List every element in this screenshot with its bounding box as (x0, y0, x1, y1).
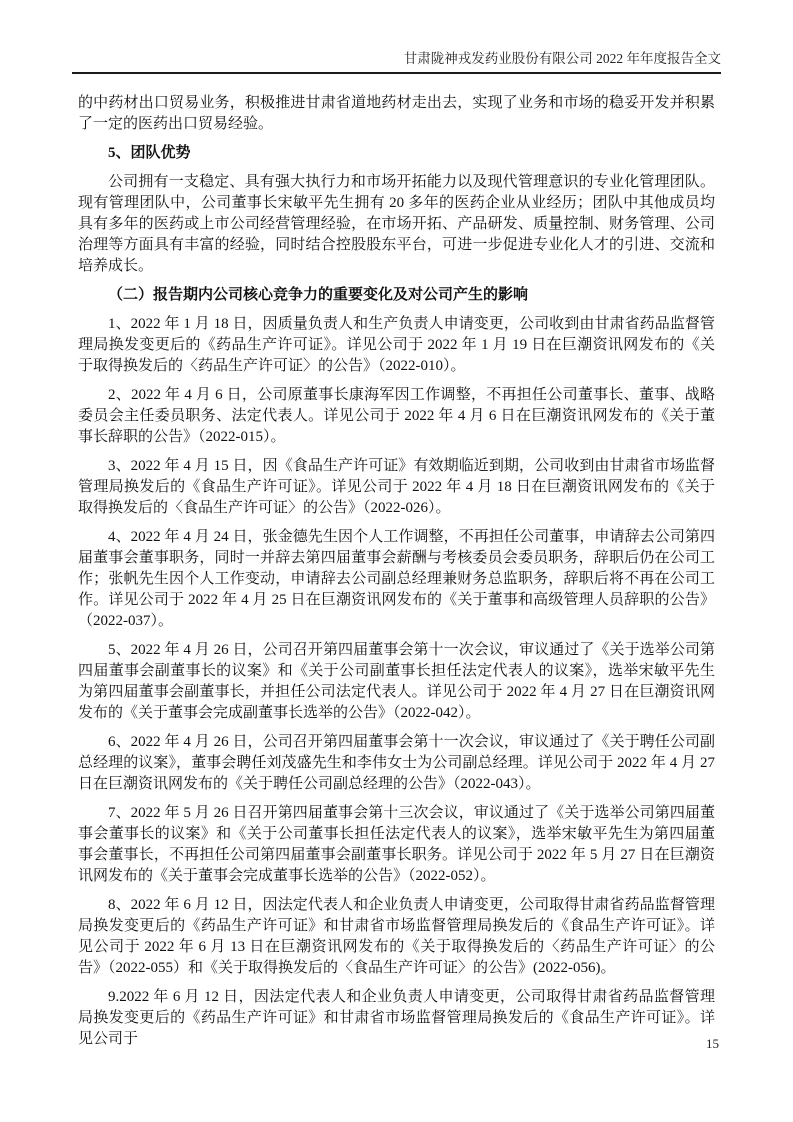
paragraph-item-2: 2、2022 年 4 月 6 日，公司原董事长康海军因工作调整，不再担任公司董事长、董事、战略委员会主任委员职务、法定代表人。详见公司于 2022 年 4 月 6 日在巨潮资讯网发布的《关于董事长辞职的公告》（2022-015）。 (78, 387, 715, 445)
paragraph-item-8: 8、2022 年 6 月 12 日，因法定代表人和企业负责人申请变更，公司取得甘肃省药品监督管理局换发变更后的《药品生产许可证》和甘肃省市场监督管理局换发后的《食品生产许可证》。详见公司于 2022 年 6 月 13 日在巨潮资讯网发布的《关于取得换发后的〈药品生产许可证〉的公告》（2022-055）和《关于取得换发后的〈食品生产许可证〉的公告》(2022-056)。 (78, 897, 715, 976)
paragraph-item-4: 4、2022 年 4 月 24 日，张金德先生因个人工作调整，不再担任公司董事，申请辞去公司第四届董事会董事职务，同时一并辞去第四届董事会薪酬与考核委员会委员职务，辞职后仍在公司工作；张帆先生因个人工作变动，申请辞去公司副总经理兼财务总监职务，辞职后将不再在公司工作。详见公司于 2022 年 4 月 25 日在巨潮资讯网发布的《关于董事和高级管理人员辞职的公告》（2022-037）。 (78, 529, 715, 629)
heading-core-competitiveness-changes: （二）报告期内公司核心竞争力的重要变化及对公司产生的影响 (108, 287, 529, 303)
heading-team-advantage: 5、团队优势 (108, 145, 191, 161)
paragraph-continuation: 的中药材出口贸易业务，积极推进甘肃省道地药材走出去，实现了业务和市场的稳妥开发并积累了一定的医药出口贸易经验。 (78, 95, 715, 132)
paragraph-item-9: 9.2022 年 6 月 12 日，因法定代表人和企业负责人申请变更，公司取得甘肃省药品监督管理局换发变更后的《药品生产许可证》和甘肃省市场监督管理局换发后的《食品生产许可证》。详见公司于 (78, 989, 715, 1047)
paragraph-item-3: 3、2022 年 4 月 15 日，因《食品生产许可证》有效期临近到期，公司收到由甘肃省市场监督管理局换发后的《食品生产许可证》。详见公司于 2022 年 4 月 18 日在巨潮资讯网发布的《关于取得换发后的〈食品生产许可证〉的公告》（2022-026）。 (78, 458, 715, 516)
paragraph-item-6: 6、2022 年 4 月 26 日，公司召开第四届董事会第十一次会议，审议通过了《关于聘任公司副总经理的议案》，董事会聘任刘茂盛先生和李伟女士为公司副总经理。详见公司于 2022 年 4 月 27 日在巨潮资讯网发布的《关于聘任公司副总经理的公告》（2022-043）。 (78, 734, 715, 792)
header-title: 甘肃陇神戎发药业股份有限公司 2022 年年度报告全文 (403, 51, 721, 66)
paragraph-team-overview: 公司拥有一支稳定、具有强大执行力和市场开拓能力以及现代管理意识的专业化管理团队。现有管理团队中，公司董事长宋敏平先生拥有 20 多年的医药企业从业经历；团队中其他成员均具有多年的医药或上市公司经营管理经验，在市场开拓、产品研发、质量控制、财务管理、公司治理等方面具有丰富的经验，同时结合控股股东平台，可进一步促进专业化人才的引进、交流和培养成长。 (78, 174, 715, 274)
paragraph-item-7: 7、2022 年 5 月 26 日召开第四届董事会第十三次会议，审议通过了《关于选举公司第四届董事会董事长的议案》和《关于公司董事长担任法定代表人的议案》，选举宋敏平先生为第四届董事会董事长，不再担任公司第四届董事会副董事长职务。详见公司于 2022 年 5 月 27 日在巨潮资讯网发布的《关于董事会完成董事长选举的公告》（2022-052）。 (78, 805, 715, 884)
paragraph-item-5: 5、2022 年 4 月 26 日，公司召开第四届董事会第十一次会议，审议通过了《关于选举公司第四届董事会副董事长的议案》和《关于公司副董事长担任法定代表人的议案》，选举宋敏平先生为第四届董事会副董事长，并担任公司法定代表人。详见公司于 2022 年 4 月 27 日在巨潮资讯网发布的《关于董事会完成副董事长选举的公告》（2022-042）。 (78, 642, 715, 721)
document-body (78, 93, 715, 1050)
paragraph-item-1: 1、2022 年 1 月 18 日，因质量负责人和生产负责人申请变更，公司收到由甘肃省药品监督管理局换发变更后的《药品生产许可证》。详见公司于 2022 年 1 月 19 日在巨潮资讯网发布的《关于取得换发后的〈药品生产许可证〉的公告》（2022-010）。 (78, 316, 715, 374)
page-number: 15 (706, 1036, 719, 1051)
page-header (72, 0, 721, 74)
